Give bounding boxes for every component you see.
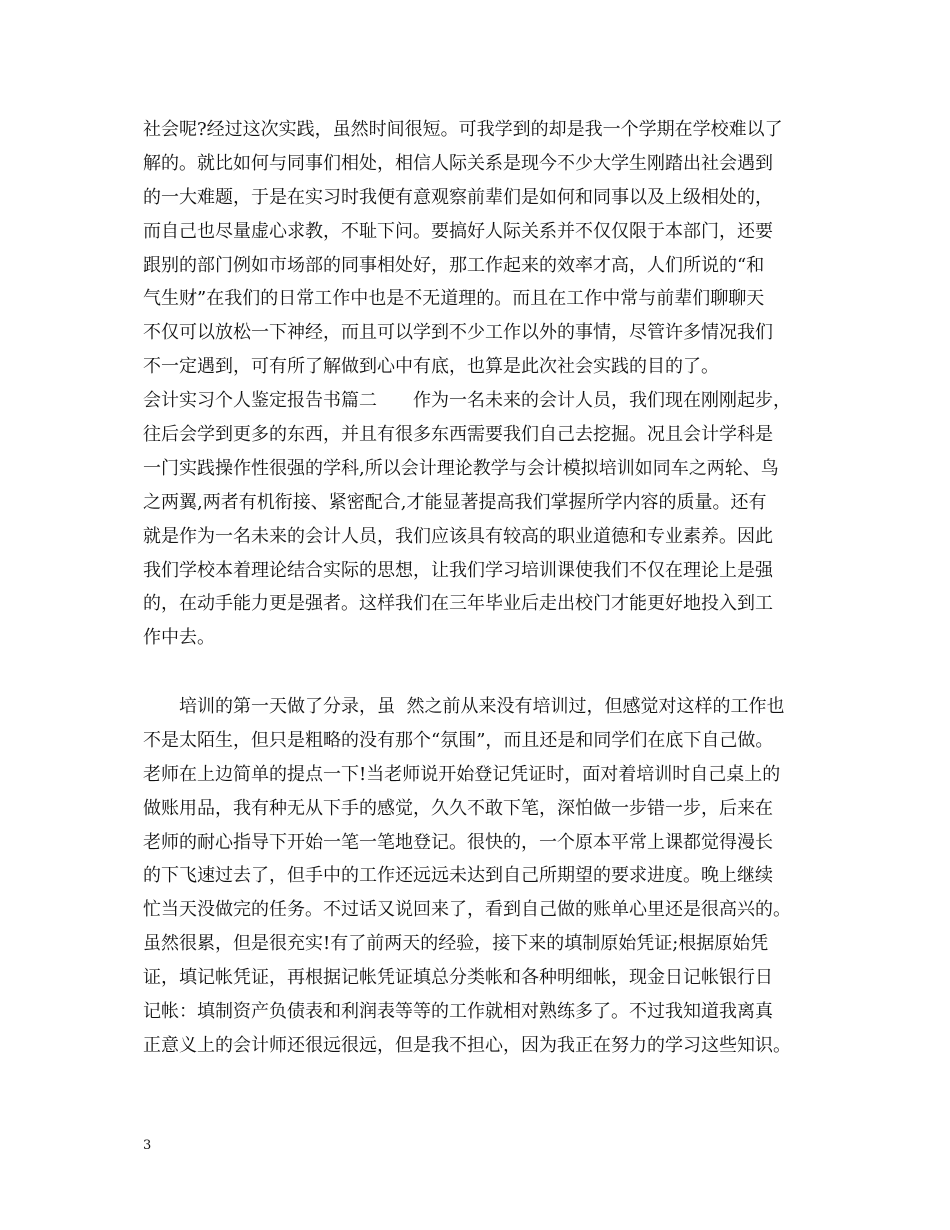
text-line: 社会呢?经过这次实践，虽然时间很短。可我学到的却是我一个学期在学校难以了 xyxy=(143,119,783,140)
text-line: 就是作为一名未来的会计人员，我们应该具有较高的职业道德和专业素养。因此 xyxy=(143,525,773,547)
text-line: 老师的耐心指导下开始一笔一笔地登记。很快的，一个原本平常上课都觉得漫长 xyxy=(143,831,773,853)
text-line: 虽然很累，但是很充实!有了前两天的经验，接下来的填制原始凭证;根据原始凭 xyxy=(143,933,769,955)
text-line: 的，在动手能力更是强者。这样我们在三年毕业后走出校门才能更好地投入到工 xyxy=(143,593,773,615)
text-line: 往后会学到更多的东西，并且有很多东西需要我们自己去挖掘。况且会计学科是 xyxy=(143,424,773,446)
text-line: 解的。就比如何与同事们相处，相信人际关系是现今不少大学生刚踏出社会遇到 xyxy=(143,152,773,174)
page-number: 3 xyxy=(143,1138,152,1153)
text-block-training-paragraph xyxy=(143,690,823,1063)
text-line: 而自己也尽量虚心求教，不耻下问。要搞好人际关系并不仅仅限于本部门，还要 xyxy=(143,220,773,242)
text-line: 跟别的部门例如市场部的同事相处好，那工作起来的效率才高，人们所说的“和 xyxy=(143,254,765,276)
text-line: 作中去。 xyxy=(143,627,215,649)
section-heading-line: 会计实习个人鉴定报告书篇二 作为一名未来的会计人员，我们现在刚刚起步， xyxy=(143,390,791,412)
text-line: 的下飞速过去了，但手中的工作还远远未达到自己所期望的要求进度。晚上继续 xyxy=(143,865,773,887)
text-line: 之两翼,两者有机衔接、紧密配合,才能显著提高我们掌握所学内容的质量。还有 xyxy=(143,491,767,513)
text-line: 培训的第一天做了分录，虽 然之前从来没有培训过，但感觉对这样的工作也 xyxy=(143,696,785,717)
text-line: 的一大难题，于是在实习时我便有意观察前辈们是如何和同事以及上级相处的， xyxy=(143,186,773,208)
text-line: 记帐：填制资产负债表和利润表等等的工作就相对熟练多了。不过我知道我离真 xyxy=(143,1001,773,1023)
text-line: 不一定遇到，可有所了解做到心中有底，也算是此次社会实践的目的了。 xyxy=(143,356,719,378)
text-line: 老师在上边简单的提点一下!当老师说开始登记凭证时，面对着培训时自己桌上的 xyxy=(143,763,781,785)
text-line: 忙当天没做完的任务。不过话又说回来了，看到自己做的账单心里还是很高兴的。 xyxy=(143,899,791,921)
text-line: 不仅可以放松一下神经，而且可以学到不少工作以外的事情，尽管许多情况我们 xyxy=(143,322,773,344)
text-line: 气生财”在我们的日常工作中也是不无道理的。而且在工作中常与前辈们聊聊天 xyxy=(143,288,765,310)
text-line: 证，填记帐凭证，再根据记帐凭证填总分类帐和各种明细帐，现金日记帐银行日 xyxy=(143,967,773,989)
text-line: 做账用品，我有种无从下手的感觉，久久不敢下笔，深怕做一步错一步，后来在 xyxy=(143,797,773,819)
text-block-continuation xyxy=(143,113,823,655)
text-line: 正意义上的会计师还很远很远，但是我不担心，因为我正在努力的学习这些知识。 xyxy=(143,1034,791,1056)
text-line: 我们学校本着理论结合实际的思想，让我们学习培训课使我们不仅在理论上是强 xyxy=(143,559,773,581)
text-line: 一门实践操作性很强的学科,所以会计理论教学与会计模拟培训如同车之两轮、鸟 xyxy=(143,457,779,479)
text-line: 不是太陌生，但只是粗略的没有那个“氛围”，而且还是和同学们在底下自己做。 xyxy=(143,729,774,751)
